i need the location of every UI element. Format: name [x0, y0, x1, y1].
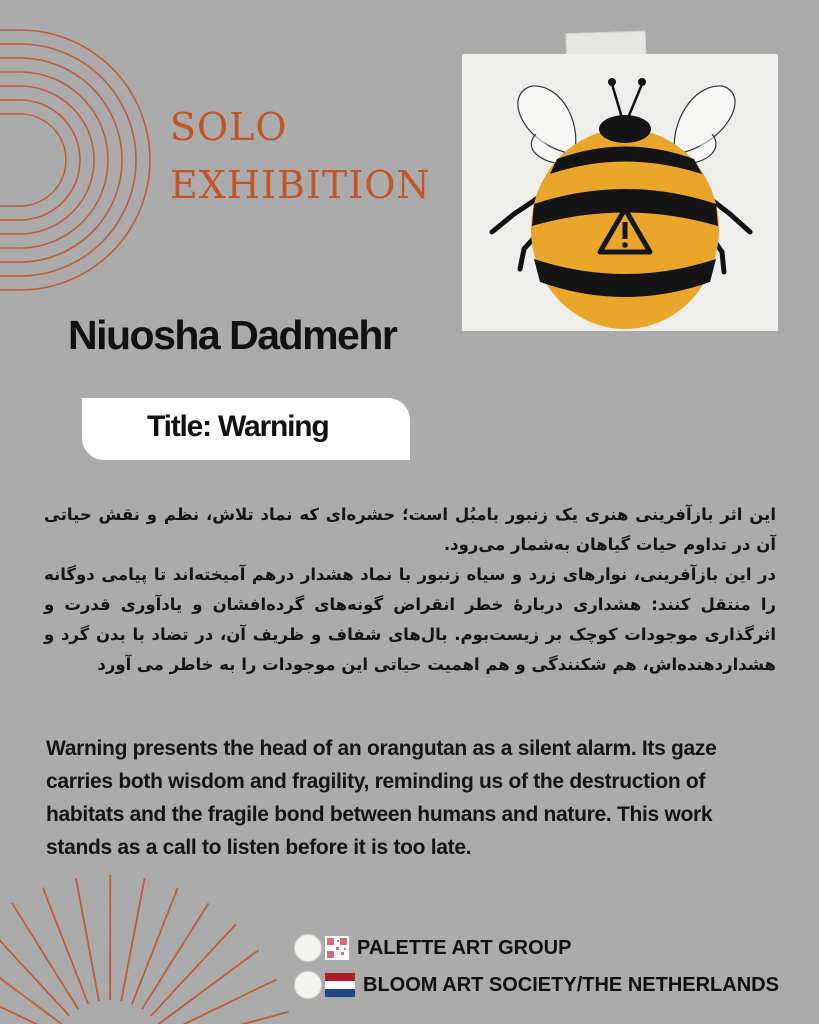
netherlands-flag-icon	[325, 973, 355, 997]
footer-org-palette	[294, 933, 571, 963]
persian-paragraph-2: در این بازآفرینی، نوارهای زرد و سیاه زنبور با نماد هشدار درهم آمیخته‌اند تا پیامی دوگانه را منتقل کنند: هشداری دربارهٔ خطر انقراض گونه‌های گرده‌افشان و یادآوری قدرت و اثرگذاری موجودات کوچک بر زیست‌بوم. بال‌های شفاف و ظریف آن، در تضاد با بدن گرد و هشداردهنده‌اش، هم شکنندگی و هم اهمیت حیاتی این موجودات را به خاطر می آورد	[44, 565, 776, 674]
exhibition-heading	[170, 98, 431, 214]
bumblebee-sculpture-image	[462, 54, 778, 331]
palette-art-group-label: PALETTE ART GROUP	[357, 936, 572, 959]
heading-line-exhibition: EXHIBITION	[170, 163, 431, 207]
palette-logo-icon	[294, 934, 322, 962]
footer-org-bloom	[294, 970, 779, 1000]
heading-line-solo: SOLO	[170, 105, 288, 149]
persian-paragraph-1: این اثر بازآفرینی هنری یک زنبور بامبُل است؛ حشره‌ای که نماد تلاش، نظم و نقش حیاتی آن در تداوم حیات گیاهان به‌شمار می‌رود.	[44, 505, 776, 554]
english-description: Warning presents the head of an orangutan as a silent alarm. Its gaze carries both wisdom and fragility, reminding us of the destruction of habitats and the fragile bond between humans and nature. This work stands as a call to listen before it is too late.	[46, 737, 717, 859]
persian-description	[44, 500, 776, 680]
bloom-logo-icon	[294, 971, 322, 999]
artwork-photo	[462, 54, 778, 331]
artwork-title: Title: Warning	[147, 410, 329, 443]
qr-code-icon	[325, 936, 349, 960]
bloom-art-society-label: BLOOM ART SOCIETY/THE NETHERLANDS	[363, 973, 779, 996]
artist-name: Niuosha Dadmehr	[68, 312, 397, 358]
